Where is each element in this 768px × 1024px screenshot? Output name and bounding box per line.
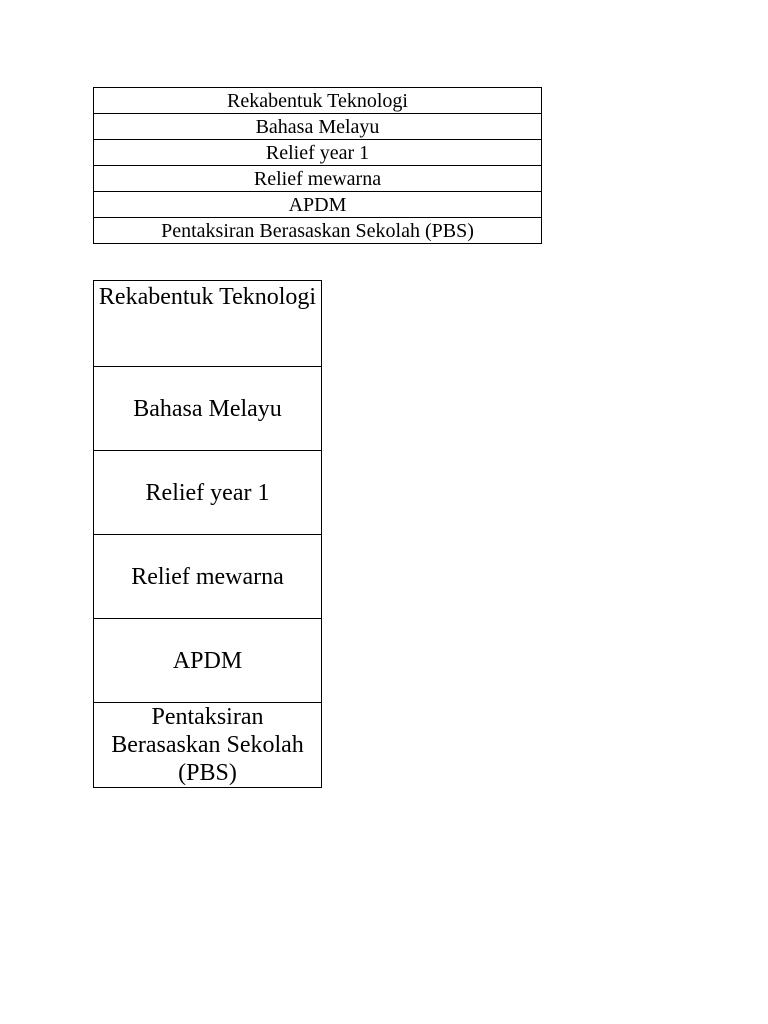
table-cell: Rekabentuk Teknologi: [94, 88, 542, 114]
table-row: [94, 192, 542, 218]
table-row: [94, 218, 542, 244]
table-row: [94, 88, 542, 114]
table-row: [94, 703, 322, 788]
table-cell: Rekabentuk Teknologi: [94, 281, 322, 367]
table-cell: Bahasa Melayu: [94, 367, 322, 451]
table-cell: Relief year 1: [94, 140, 542, 166]
table-row: [94, 451, 322, 535]
narrow-table: [93, 280, 322, 788]
table-cell: Relief mewarna: [94, 166, 542, 192]
table-cell: Relief year 1: [94, 451, 322, 535]
table-cell: APDM: [94, 619, 322, 703]
table-row: [94, 281, 322, 367]
table-cell: Relief mewarna: [94, 535, 322, 619]
wide-table: [93, 87, 542, 244]
table-row: [94, 140, 542, 166]
table-row: [94, 114, 542, 140]
table-cell: Pentaksiran Berasaskan Sekolah (PBS): [94, 218, 542, 244]
table-row: [94, 619, 322, 703]
table-row: [94, 166, 542, 192]
table-row: [94, 535, 322, 619]
table-cell: Pentaksiran Berasaskan Sekolah (PBS): [94, 703, 322, 788]
table-cell: Bahasa Melayu: [94, 114, 542, 140]
table-cell: APDM: [94, 192, 542, 218]
table-row: [94, 367, 322, 451]
